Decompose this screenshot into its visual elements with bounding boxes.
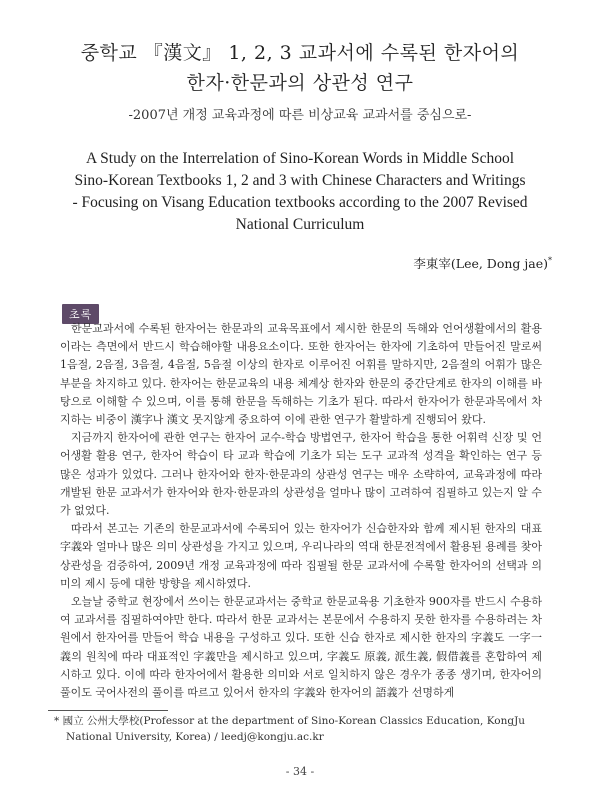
english-title-line1: A Study on the Interrelation of Sino-Korean Words in Middle School [85, 150, 515, 167]
korean-title-line2: 한자·한문과의 상관성 연구 [186, 72, 414, 94]
author-footnote-mark: * [548, 255, 552, 265]
english-title-line3: - Focusing on Visang Education textbooks according to the 2007 Revised [72, 194, 528, 211]
page-number: - 34 - [285, 765, 315, 778]
korean-title-line1: 중학교 『漢文』 1, 2, 3 교과서에 수록된 한자어의 [80, 42, 520, 64]
english-title-line2: Sino-Korean Textbooks 1, 2 and 3 with Chinese Characters and Writings [74, 172, 526, 189]
footnote-divider [48, 710, 168, 711]
abstract-paragraph: 오늘날 중학교 현장에서 쓰이는 한문교과서는 중학교 한문교육용 기초한자 900자를 반드시 수용하여 교과서를 집필하여야만 한다. 따라서 한문 교과서는 본문에서 수용하지 못한 한자를 수용하려는 차원에서 한자어를 만들어 학습 내용을 구성하고 있다. 또한 신습 한자로 제시한 한자의 字義도 一字一義의 원칙에 따라 대표적인 字義만을 제시하고 있으며, 字義도 原義, 派生義, 假借義를 혼합하여 제시하고 있다. 이에 따라 한자어에서 활용한 의미와 서로 일치하지 않은 경우가 종종 생기며, 한자어의 풀이도 국어사전의 풀이를 따르고 있어서 한자의 字義와 한자어의 語義가 선명하게 [60, 595, 542, 700]
author-name: 李東宰(Lee, Dong jae) [413, 256, 548, 271]
abstract-paragraph: 따라서 본고는 기존의 한문교과서에 수록되어 있는 한자어가 신습한자와 함께 제시된 한자의 대표 字義와 얼마나 많은 의미 상관성을 가지고 있으며, 우리나라의 역대 한문전적에서 활용된 용례를 찾아 상관성을 검증하여, 2009년 개정 교육과정에 따라 집필될 한문 교과서에 수록할 한자어의 선택과 의미의 제시 등에 대한 방향을 제시하였다. [60, 522, 542, 590]
abstract-label: 초록 [62, 304, 99, 324]
abstract-body [60, 320, 542, 702]
author-line [413, 254, 552, 272]
abstract-paragraph: 한문교과서에 수록된 한자어는 한문과의 교육목표에서 제시한 한문의 독해와 언어생활에서의 활용이라는 측면에서 반드시 학습해야할 내용요소이다. 또한 한자어는 한자에 기초하여 만들어진 말로써 1음절, 2음절, 3음절, 4음절, 5음절 이상의 한자로 이루어진 어휘를 말하지만, 2음절의 어휘가 많은 부분을 차지하고 있다. 한자어는 한문교육의 내용 체계상 한자와 한문의 중간단계로 한자의 이해를 바탕으로 이해할 수 있으며, 이를 통해 한문을 독해하는 기초가 된다. 따라서 한자어가 한문과목에서 차지하는 비중이 漢字나 漢文 못지않게 중요하여 이에 관한 연구가 활발하게 진행되어 왔다. [60, 322, 542, 427]
korean-subtitle: -2007년 개정 교육과정에 따른 비상교육 교과서를 중심으로- [128, 108, 472, 123]
footnote-text: * 國立 公州大學校(Professor at the department of Sino-Korean Classics Education, KongJu National University, Korea) / leedj@kongju.ac.kr [54, 715, 526, 743]
english-title-line4: National Curriculum [235, 216, 365, 233]
footnote [48, 713, 553, 745]
abstract-paragraph: 지금까지 한자어에 관한 연구는 한자어 교수-학습 방법연구, 한자어 학습을 통한 어휘력 신장 및 언어생활 활용 연구, 한자어 학습이 타 교과 학습에 기초가 되는 도구 교과적 성격을 확인하는 연구 등 많은 성과가 있었다. 그러나 한자어와 한자·한문과의 상관성 연구는 매우 소략하여, 교육과정에 따라 개발된 한문 교과서가 한자어와 한자·한문과의 상관성을 얼마나 많이 고려하여 집필하고 있는지 알 수가 없었다. [60, 431, 542, 518]
